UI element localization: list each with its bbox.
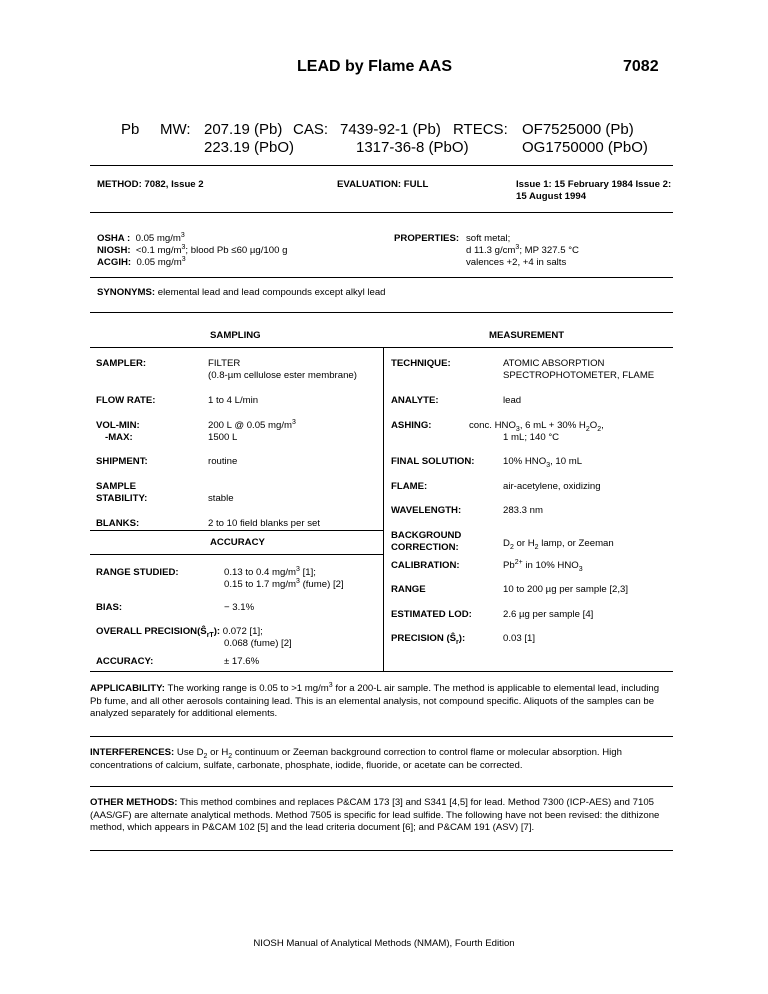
- ashing-value-2: 1 mL; 140 °C: [503, 432, 560, 443]
- properties-line-3: valences +2, +4 in salts: [466, 257, 567, 268]
- cas-value-2: 1317-36-8 (PbO): [356, 139, 469, 156]
- calibration-b: in 10% HNO: [522, 560, 579, 571]
- calibration-value: $Pb^{2+}$ in 10% $HNO_3$: [503, 558, 583, 573]
- other-methods-label: OTHER METHODS:: [90, 797, 178, 808]
- technique-label: TECHNIQUE:: [391, 358, 451, 369]
- acgih-label: ACGIH:: [97, 257, 132, 268]
- range-studied-value: 0.13 to 0.4 $mg/m^3$ [1]; 0.15 to 1.7 $mg/m^3$ (fume) [2]: [224, 565, 344, 590]
- vol-label: [96, 420, 140, 443]
- ashing-1c: O: [589, 420, 598, 431]
- flame-label: FLAME:: [391, 481, 428, 492]
- synonyms-text: elemental lead and lead compounds except alkyl lead: [157, 287, 386, 298]
- shipment-value: routine: [208, 456, 238, 467]
- shipment-label: SHIPMENT:: [96, 456, 148, 467]
- precision-sub: r: [456, 638, 459, 646]
- background-label-1: BACKGROUND: [391, 530, 462, 541]
- precision-label: [391, 633, 465, 645]
- wavelength-value: 283.3 nm: [503, 505, 544, 516]
- analyte-value: lead: [503, 395, 522, 406]
- vol-max-value: 1500 L: [208, 431, 238, 443]
- analyte-label: ANALYTE:: [391, 395, 439, 406]
- cas-value-1: 7439-92-1 (Pb): [340, 121, 441, 138]
- interferences-text-c: continuum or Zeeman background correction to control flame or molecular absorption. High concentrations of calcium, sulfate, carbonate, phosphate, iodide, fluoride, or acetate can be corrected.: [90, 747, 622, 771]
- acgih-value: 0.05 mg/m: [136, 257, 182, 268]
- sampler-label: SAMPLER:: [96, 358, 147, 369]
- divider: [90, 671, 673, 672]
- properties-line-1: soft metal;: [466, 233, 511, 244]
- range-label: RANGE: [391, 584, 426, 595]
- range-studied-2: 0.15 to 1.7 mg/m: [224, 578, 296, 590]
- ashing-1: conc. HNO: [469, 420, 516, 431]
- niosh-label: NIOSH:: [97, 245, 131, 256]
- precision-end: ):: [458, 633, 466, 644]
- range-studied-1: 0.13 to 0.4 mg/m: [224, 567, 296, 578]
- mw-value-2: 223.19 (PbO): [204, 139, 295, 156]
- method-title: LEAD by Flame AAS: [297, 58, 452, 75]
- applicability-text-a: The working range is 0.05 to >1 mg/m: [164, 683, 329, 694]
- interferences-label: INTERFERENCES:: [90, 747, 175, 758]
- method-issue: METHOD: 7082, Issue 2: [97, 179, 204, 190]
- background-b: or H: [513, 538, 535, 549]
- footer: NIOSH Manual of Analytical Methods (NMAM), Fourth Edition: [253, 938, 515, 949]
- applicability: APPLICABILITY: The working range is 0.05 to >1 $mg/m^3$ for a 200-L air sample. The method is applicable to elemental lead, including Pb fume, and all other aerosols containing lead. This is an elemental analysis, not compound specific. Aliquots of the samples can be analyzed separately for additional elements.: [90, 681, 660, 720]
- properties-density: d 11.3 g/cm: [466, 245, 516, 256]
- background-a: D: [503, 538, 510, 549]
- divider: [90, 850, 673, 851]
- evaluation: EVALUATION: FULL: [337, 179, 429, 190]
- osha-value: 0.05 mg/m: [135, 233, 181, 244]
- final-solution-label: FINAL SOLUTION:: [391, 456, 475, 467]
- range-value: 10 to 200 µg per sample [2,3]: [503, 584, 628, 595]
- accuracy-heading: ACCURACY: [210, 537, 265, 548]
- calibration-label: CALIBRATION:: [391, 560, 460, 571]
- ashing-1d: ,: [601, 420, 604, 431]
- other-methods-text: This method combines and replaces P&CAM 173 [3] and S341 [4,5] for lead. Method 7300 (ICP-AES) and 7105 (AAS/GF) are alternate analytical methods. Method 7505 is specific for lead sulfide. The following have not been revised: the dithizone method, which appears in P&CAM 102 [5] and the lead criteria document [6]; and P&CAM 191 (ASV) [7].: [90, 797, 660, 834]
- synonyms-label: SYNONYMS:: [97, 287, 156, 298]
- other-methods: [90, 797, 672, 835]
- divider: [90, 530, 383, 531]
- overall-precision: [96, 626, 263, 638]
- sampler-value-1: FILTER: [208, 358, 241, 369]
- divider: [90, 736, 673, 737]
- calibration-a: Pb: [503, 560, 515, 571]
- stability-label-1: SAMPLE: [96, 481, 136, 492]
- sampling-heading: SAMPLING: [210, 330, 261, 341]
- ashing-value-1: conc. $HNO_3$, 6 mL + 30% $H_2O_2$,: [469, 420, 604, 433]
- stability-value: stable: [208, 493, 234, 504]
- overall-precision-label: OVERALL PRECISION(Ŝ: [96, 626, 207, 637]
- column-divider: [383, 347, 384, 671]
- rtecs-label: RTECS:: [453, 121, 508, 138]
- mw-value-1: 207.19 (Pb): [204, 121, 283, 138]
- sampler-value: [208, 358, 357, 381]
- interferences-text-a: Use D: [174, 747, 204, 758]
- lod-value: 2.6 µg per sample [4]: [503, 609, 594, 620]
- final-solution-b: , 10 mL: [550, 456, 583, 467]
- applicability-label: APPLICABILITY:: [90, 683, 165, 694]
- divider: [90, 312, 673, 313]
- stability-label: [96, 481, 147, 504]
- interferences-text-b: or H: [207, 747, 229, 758]
- formula: Pb: [121, 121, 140, 138]
- method-number: 7082: [623, 58, 659, 75]
- accuracy-label: ACCURACY:: [96, 656, 154, 667]
- technique-value-2: SPECTROPHOTOMETER, FLAME: [503, 369, 655, 381]
- flow-rate-label: FLOW RATE:: [96, 395, 156, 406]
- lod-label: ESTIMATED LOD:: [391, 609, 472, 620]
- vol-values: 200 L @ 0.05 $mg/m^3$ 1500 L: [208, 418, 296, 443]
- properties-label: PROPERTIES:: [394, 233, 460, 244]
- properties-values: soft metal; d 11.3 $g/cm^3$; MP 327.5 °C valences +2, +4 in salts: [466, 233, 579, 268]
- measurement-heading: MEASUREMENT: [489, 330, 565, 341]
- accuracy-value: ± 17.6%: [224, 656, 260, 667]
- divider: [90, 165, 673, 166]
- background-label-2: CORRECTION:: [391, 541, 459, 553]
- rtecs-value-1: OF7525000 (Pb): [522, 121, 634, 138]
- background-c: lamp, or Zeeman: [538, 538, 614, 549]
- range-studied-1b: [1];: [299, 567, 316, 578]
- exposure-limits: OSHA : 0.05 $mg/m^3$ NIOSH: <0.1 $mg/m^3$; blood Pb ≤60 µg/100 g ACGIH: 0.05 $mg/m^3$: [97, 231, 288, 268]
- niosh-value-c: 60 µg/100 g: [236, 245, 288, 256]
- vol-min-value: 200 L @ 0.05 mg/m: [208, 420, 293, 431]
- rtecs-value-2: OG1750000 (PbO): [522, 139, 648, 156]
- background-label: [391, 530, 461, 553]
- ashing-label: ASHING:: [391, 420, 432, 431]
- stability-label-2: STABILITY:: [96, 492, 148, 504]
- wavelength-label: WAVELENGTH:: [391, 505, 462, 516]
- bias-value: − 3.1%: [224, 602, 255, 613]
- divider: [90, 277, 673, 278]
- ashing-1b: , 6 mL + 30% H: [519, 420, 586, 431]
- vol-min-label: VOL-MIN:: [96, 420, 140, 431]
- overall-precision-sub: rT: [206, 631, 214, 639]
- technique-value: [503, 358, 654, 381]
- properties-mp: ; MP 327.5: [519, 245, 569, 256]
- divider: [90, 554, 383, 555]
- cas-label: CAS:: [293, 121, 329, 138]
- mw-label: MW:: [160, 121, 191, 138]
- range-studied-2b: (fume) [2]: [299, 578, 344, 590]
- blanks-label: BLANKS:: [96, 518, 140, 529]
- niosh-value-a: <0.1 mg/m: [135, 245, 182, 256]
- overall-precision-2: 0.068 (fume) [2]: [224, 638, 292, 649]
- background-value: $D_2$ or $H_2$ lamp, or Zeeman: [503, 538, 614, 551]
- range-studied-label: RANGE STUDIED:: [96, 567, 179, 578]
- ashing-2: 1 mL; 140: [503, 432, 549, 443]
- technique-value-1: ATOMIC ABSORPTION: [503, 358, 605, 369]
- osha-label: OSHA :: [97, 233, 131, 244]
- divider: [90, 347, 673, 348]
- interferences: INTERFERENCES: Use $D_2$ or $H_2$ continuum or Zeeman background correction to control flame or molecular absorption. High concentrations of calcium, sulfate, carbonate, phosphate, iodide, fluoride, or acetate can be corrected.: [90, 747, 622, 771]
- applicability-text-b: for a 200-L air sample. The method is applicable to elemental lead, including Pb fume, and all other aerosols containing lead. This is an elemental analysis, not compound specific. Aliquots of the samples can be analyzed separately for additional elements.: [90, 683, 660, 720]
- final-solution-a: 10% HNO: [503, 456, 547, 467]
- blanks-value: 2 to 10 field blanks per set: [208, 518, 320, 529]
- divider: [90, 212, 673, 213]
- bias-label: BIAS:: [96, 602, 123, 613]
- flame-value: air-acetylene, oxidizing: [503, 481, 601, 492]
- precision-value: 0.03 [1]: [503, 633, 536, 644]
- precision-label-text: PRECISION (Ŝ: [391, 633, 457, 644]
- overall-precision-1: 0.072 [1];: [222, 626, 263, 637]
- flow-rate-value: 1 to 4 L/min: [208, 395, 259, 406]
- niosh-value-b: ; blood Pb: [185, 245, 232, 256]
- issue-date-1: Issue 1: 15 February 1984 Issue 2:: [516, 179, 672, 190]
- synonyms: [97, 287, 386, 299]
- overall-precision-end: ):: [213, 626, 221, 637]
- sampler-value-2: (0.8-µm cellulose ester membrane): [208, 369, 357, 381]
- divider: [90, 786, 673, 787]
- final-solution-value: 10% $HNO_3$, 10 mL: [503, 456, 583, 469]
- vol-max-label: -MAX:: [105, 431, 133, 443]
- issue-date-2: 15 August 1994: [516, 191, 587, 202]
